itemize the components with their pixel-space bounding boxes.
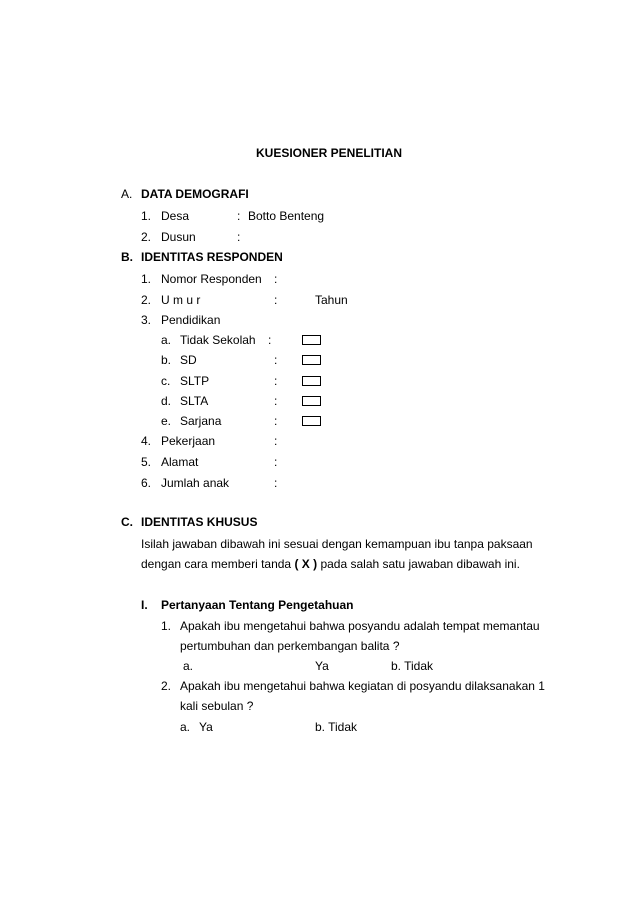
- pendidikan-label: Pendidikan: [161, 313, 221, 327]
- option-sd: SD: [180, 353, 197, 367]
- question-text: pertumbuhan dan perkembangan balita ?: [180, 639, 400, 653]
- answer-option-b[interactable]: b. Tidak: [391, 659, 434, 673]
- instruction-text: pada salah satu jawaban dibawah ini.: [317, 557, 520, 571]
- question-text: Apakah ibu mengetahui bahwa posyandu adalah tempat memantau: [180, 619, 540, 633]
- nomor-responden-label: Nomor Responden: [161, 272, 262, 286]
- alamat-label: Alamat: [161, 455, 199, 469]
- option-letter: a.: [161, 333, 172, 347]
- colon: :: [237, 209, 241, 223]
- section-marker: A.: [121, 187, 133, 201]
- question-text: kali sebulan ?: [180, 699, 254, 713]
- option-sarjana: Sarjana: [180, 414, 222, 428]
- umur-label: U m u r: [161, 293, 201, 307]
- colon: :: [268, 333, 272, 347]
- colon: :: [274, 374, 278, 388]
- item-number: 6.: [141, 476, 152, 490]
- instruction-text: dengan cara memberi tanda: [141, 557, 295, 571]
- checkbox-tidak-sekolah[interactable]: [302, 335, 321, 345]
- question-number: 1.: [161, 619, 172, 633]
- section-heading: IDENTITAS KHUSUS: [141, 515, 258, 529]
- checkbox-sltp[interactable]: [302, 376, 321, 386]
- desa-label: Desa: [161, 209, 190, 223]
- answer-option-a[interactable]: Ya: [199, 720, 213, 734]
- section-heading: DATA DEMOGRAFI: [141, 187, 249, 201]
- colon: :: [274, 293, 278, 307]
- option-tidak-sekolah: Tidak Sekolah: [180, 333, 256, 347]
- umur-unit: Tahun: [315, 293, 348, 307]
- section-marker: C.: [121, 515, 133, 529]
- page-title: KUESIONER PENELITIAN: [256, 146, 403, 160]
- answer-option-a-letter[interactable]: a.: [183, 659, 194, 673]
- item-number: 1.: [141, 209, 152, 223]
- instruction-mark: ( X ): [294, 557, 318, 571]
- checkbox-sarjana[interactable]: [302, 416, 321, 426]
- item-number: 5.: [141, 455, 152, 469]
- subsection-marker: I.: [141, 598, 148, 612]
- item-number: 2.: [141, 293, 152, 307]
- question-text: Apakah ibu mengetahui bahwa kegiatan di posyandu dilaksanakan 1: [180, 679, 545, 693]
- colon: :: [237, 230, 241, 244]
- checkbox-slta[interactable]: [302, 396, 321, 406]
- pekerjaan-label: Pekerjaan: [161, 434, 216, 448]
- colon: :: [274, 394, 278, 408]
- question-number: 2.: [161, 679, 172, 693]
- colon: :: [274, 434, 278, 448]
- colon: :: [274, 455, 278, 469]
- colon: :: [274, 272, 278, 286]
- option-letter: e.: [161, 414, 172, 428]
- colon: :: [274, 414, 278, 428]
- subsection-heading: Pertanyaan Tentang Pengetahuan: [161, 598, 354, 612]
- desa-value: Botto Benteng: [248, 209, 325, 223]
- instruction-line: [141, 557, 520, 571]
- item-number: 3.: [141, 313, 152, 327]
- option-sltp: SLTP: [180, 374, 210, 388]
- option-slta: SLTA: [180, 394, 209, 408]
- section-marker: B.: [121, 250, 133, 264]
- answer-option-b[interactable]: b. Tidak: [315, 720, 358, 734]
- instruction-line: Isilah jawaban dibawah ini sesuai dengan kemampuan ibu tanpa paksaan: [141, 537, 533, 551]
- section-heading: IDENTITAS RESPONDEN: [141, 250, 283, 264]
- item-number: 2.: [141, 230, 152, 244]
- option-letter: c.: [161, 374, 171, 388]
- answer-option-a-letter[interactable]: a.: [180, 720, 191, 734]
- answer-option-a[interactable]: Ya: [315, 659, 329, 673]
- jumlah-anak-label: Jumlah anak: [161, 476, 230, 490]
- dusun-label: Dusun: [161, 230, 196, 244]
- option-letter: b.: [161, 353, 172, 367]
- checkbox-sd[interactable]: [302, 355, 321, 365]
- colon: :: [274, 476, 278, 490]
- colon: :: [274, 353, 278, 367]
- item-number: 4.: [141, 434, 152, 448]
- item-number: 1.: [141, 272, 152, 286]
- option-letter: d.: [161, 394, 172, 408]
